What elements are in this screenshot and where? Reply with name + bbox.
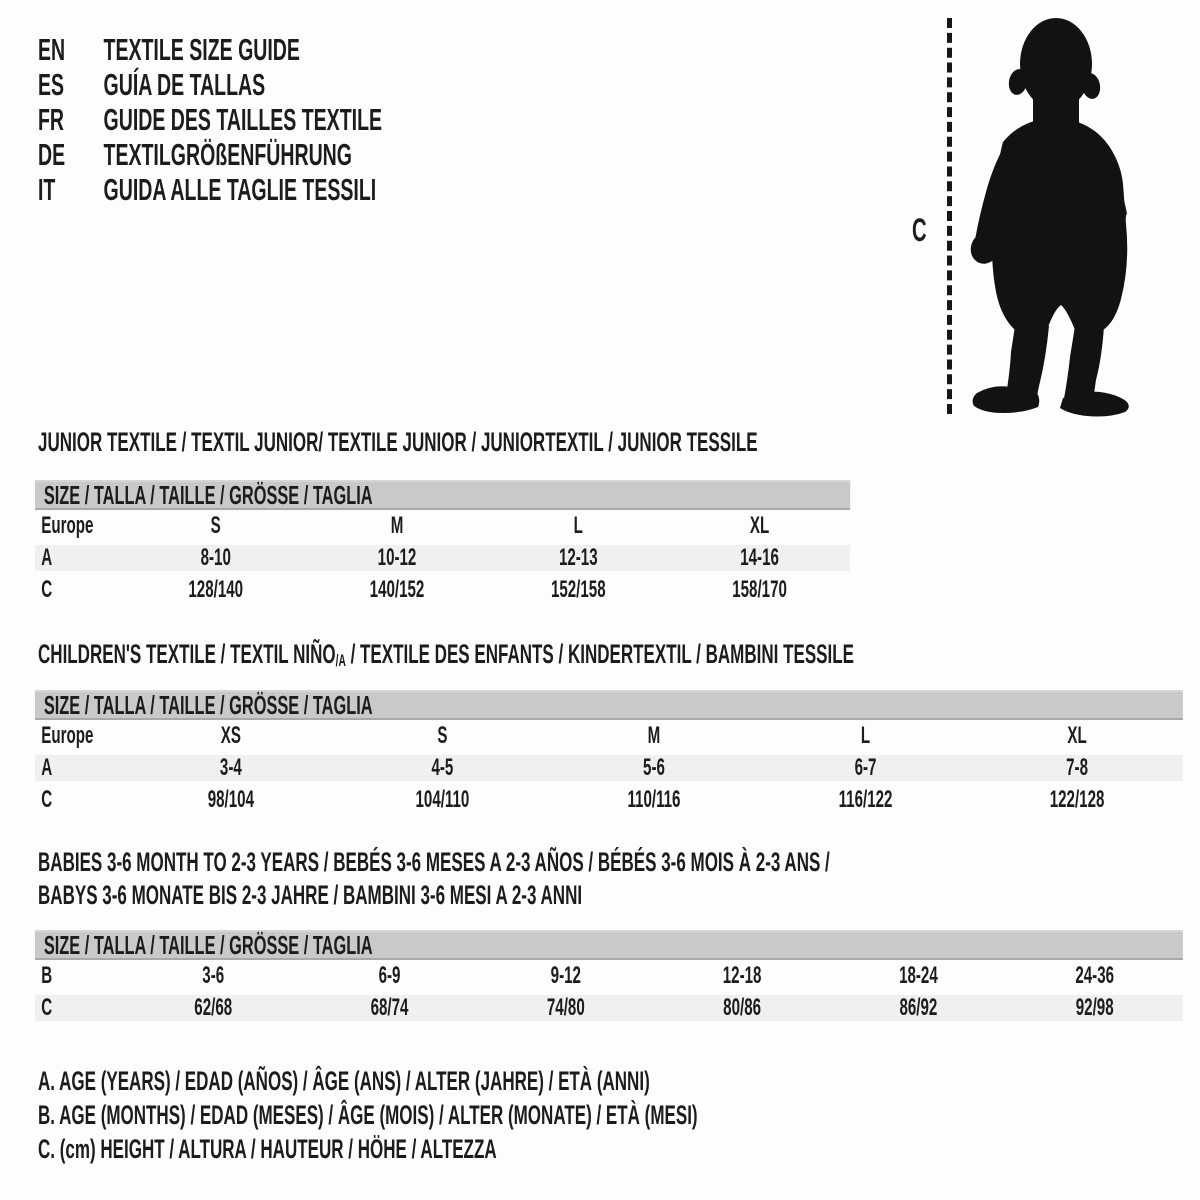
guide-title-en: TEXTILE SIZE GUIDE [103,32,300,67]
language-row-es [38,67,382,102]
months-cell: 12-18 [722,962,762,989]
guide-title-it: GUIDA ALLE TAGLIE TESSILI [103,172,377,207]
height-cell: 62/68 [194,994,233,1021]
size-cell: M [647,722,661,749]
guide-title-es: GUÍA DE TALLAS [103,67,266,102]
language-code: FR [38,102,65,137]
legend-note-a: A. AGE (YEARS) / EDAD (AÑOS) / ÂGE (ANS) / ALTER (JAHRE) / ETÀ (ANNI) [38,1066,650,1096]
height-measure-dashed-line [947,18,952,414]
age-cell: 14-16 [740,544,779,571]
legend-note-b: B. AGE (MONTHS) / EDAD (MESES) / ÂGE (MOIS) / ALTER (MONATE) / ETÀ (MESI) [38,1100,698,1130]
title-line-2: BABYS 3-6 MONATE BIS 2-3 JAHRE / BAMBINI 3-6 MESI A 2-3 ANNI [38,880,583,910]
months-cell: 18-24 [899,962,938,989]
height-cell: 92/98 [1075,994,1114,1021]
table-row-height [35,992,1183,1024]
height-cell: 122/128 [1049,786,1105,813]
toddler-silhouette-icon [963,12,1148,417]
language-title-list [38,32,382,207]
height-cell: 128/140 [188,576,244,603]
height-cell: 74/80 [546,994,585,1021]
legend-notes [38,1064,698,1166]
size-cell: M [390,512,404,539]
row-label: C [41,576,53,603]
table-row-height [35,574,850,606]
language-code: EN [38,32,66,67]
height-cell: 98/104 [207,786,254,813]
age-cell: 10-12 [377,544,417,571]
guide-title-de: TEXTILGRÖßENFÜHRUNG [103,137,352,172]
size-cell: S [210,512,221,539]
size-header-label: SIZE / TALLA / TAILLE / GRÖSSE / TAGLIA [43,479,373,510]
age-cell: 7-8 [1066,754,1088,781]
title-subscript: /A [335,651,346,670]
age-cell: 6-7 [854,754,877,781]
size-cell: L [860,722,871,749]
size-cell: S [437,722,448,749]
size-header-bar [35,690,1183,720]
size-header-label: SIZE / TALLA / TAILLE / GRÖSSE / TAGLIA [43,929,373,960]
months-cell: 6-9 [378,962,401,989]
section-title-junior: JUNIOR TEXTILE / TEXTIL JUNIOR/ TEXTILE JUNIOR / JUNIORTEXTIL / JUNIOR TESSILE [38,427,758,457]
table-row-europe [35,510,850,542]
language-code: DE [38,137,66,172]
months-cell: 24-36 [1075,962,1115,989]
legend-note-c: C. (cm) HEIGHT / ALTURA / HAUTEUR / HÖHE / ALTEZZA [38,1134,497,1164]
height-cell: 152/158 [550,576,606,603]
months-cell: 3-6 [202,962,225,989]
table-row-age [35,542,850,574]
row-label: C [41,994,53,1021]
size-cell: XL [749,512,770,539]
height-measure-label: C [912,212,927,248]
size-header-bar [35,480,850,510]
table-row-height [35,784,1183,816]
age-cell: 12-13 [558,544,598,571]
babies-size-table [35,930,1183,1024]
height-cell: 68/74 [370,994,409,1021]
language-row-de [38,137,382,172]
age-cell: 3-4 [219,754,242,781]
language-code: IT [38,172,56,207]
height-cell: 158/170 [732,576,787,603]
guide-title-fr: GUIDE DES TAILLES TEXTILE [103,102,383,137]
junior-size-table [35,480,850,606]
language-code: ES [38,67,65,102]
row-label: B [41,962,53,989]
title-line-1: BABIES 3-6 MONTH TO 2-3 YEARS / BEBÉS 3-6 MESES A 2-3 AÑOS / BÉBÉS 3-6 MOIS À 2-3 ANS / [38,847,830,877]
size-cell: XS [220,722,241,749]
language-row-fr [38,102,382,137]
height-cell: 86/92 [899,994,938,1021]
section-title-babies [38,846,830,912]
table-row-age [35,752,1183,784]
height-cell: 140/152 [369,576,425,603]
section-title-children [38,641,854,671]
row-label: A [41,754,53,781]
height-cell: 110/116 [627,786,681,813]
age-cell: 8-10 [200,544,231,571]
age-cell: 5-6 [643,754,665,781]
row-label: C [41,786,53,813]
table-row-europe [35,720,1183,752]
height-cell: 116/122 [838,786,893,813]
language-row-en [38,32,382,67]
months-cell: 9-12 [550,962,581,989]
height-cell: 104/110 [415,786,470,813]
table-row-months [35,960,1183,992]
size-header-label: SIZE / TALLA / TAILLE / GRÖSSE / TAGLIA [43,689,373,720]
height-cell: 80/86 [723,994,762,1021]
title-text: CHILDREN'S TEXTILE / TEXTIL NIÑO [38,639,336,669]
size-cell: XL [1067,722,1087,749]
title-text: / TEXTILE DES ENFANTS / KINDERTEXTIL / BAMBINI TESSILE [345,639,854,669]
children-size-table [35,690,1183,816]
row-label: Europe [41,722,94,749]
row-label: A [41,544,53,571]
language-row-it [38,172,382,207]
size-header-bar [35,930,1183,960]
row-label: Europe [41,512,94,539]
age-cell: 4-5 [431,754,454,781]
size-cell: L [573,512,583,539]
